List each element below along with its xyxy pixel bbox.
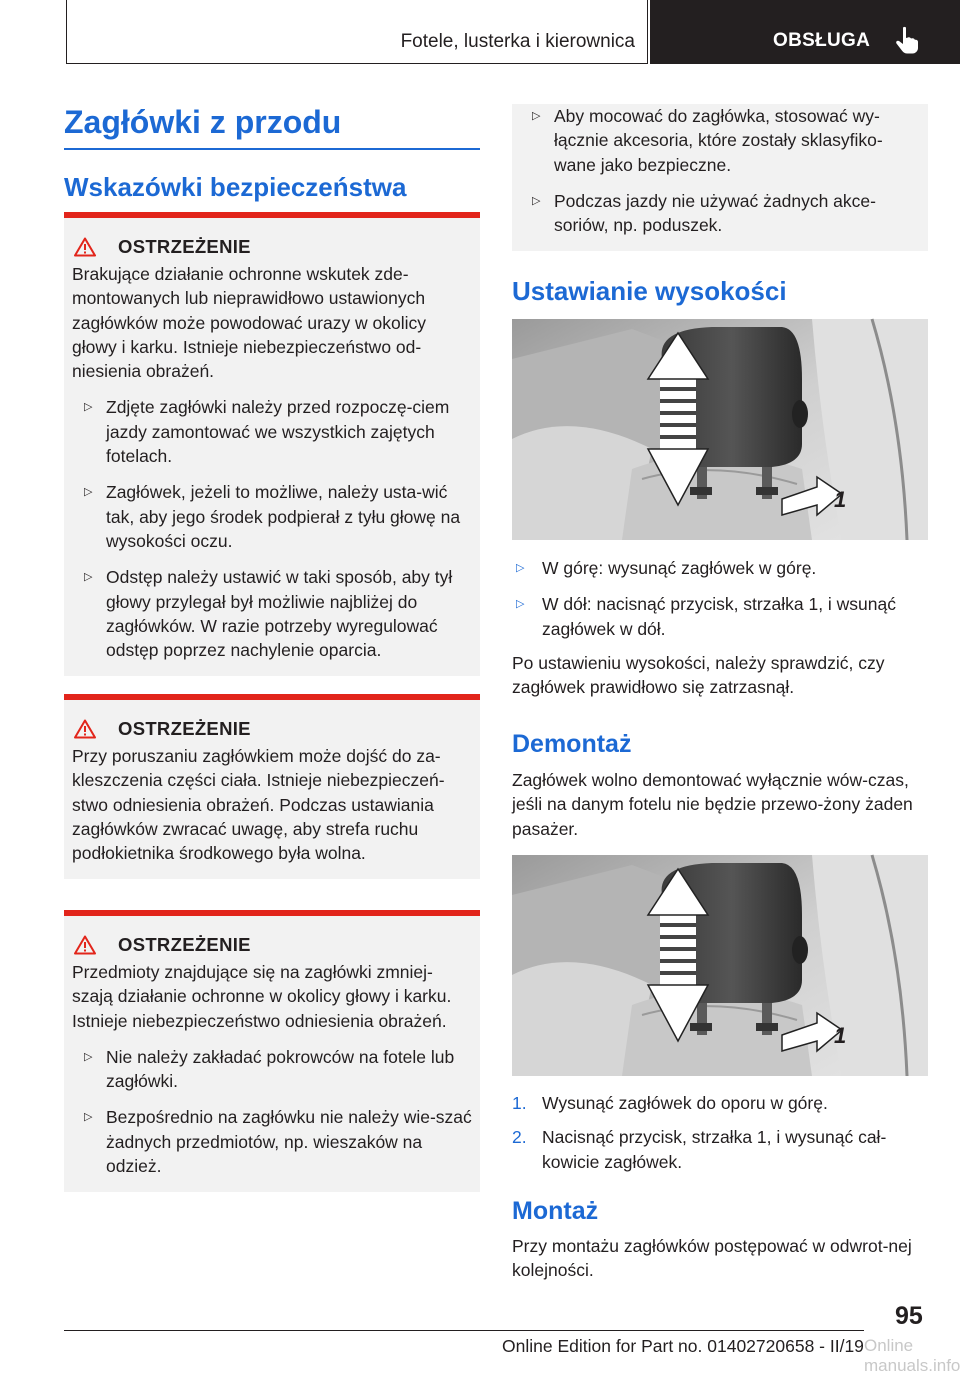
warning-triangle-icon — [74, 719, 96, 739]
warning-title-text: OSTRZEŻENIE — [118, 934, 251, 955]
list-item-text: Bezpośrednio na zagłówku nie należy wie-szać żadnych przedmiotów, np. wieszaków na odzież. — [106, 1107, 472, 1177]
triangle-bullet-icon: ▷ — [516, 598, 525, 611]
warning-text: Przedmioty znajdujące się na zagłówki zmniej-szają działanie ochronne w okolicy głowy i karku. Istnieje niebezpieczeństwo odniesienia obrażeń. — [72, 962, 452, 1031]
triangle-bullet-icon: ▷ — [84, 486, 93, 499]
warning-title-text: OSTRZEŻENIE — [118, 236, 251, 257]
step-number: 1. — [512, 1093, 527, 1113]
warning-continued-panel — [512, 104, 928, 251]
warning-triangle-icon — [74, 935, 96, 955]
list-item — [520, 189, 920, 238]
list-item — [72, 395, 472, 468]
step-number: 2. — [512, 1127, 527, 1148]
triangle-bullet-icon: ▷ — [84, 1050, 93, 1063]
list-item-text: W górę: wysunąć zagłówek w górę. — [542, 558, 817, 578]
list-item-text: Odstęp należy ustawić w taki sposób, aby tył głowy przylegał był możliwie najbliżej do zagłówków. W razie potrzeby wyregulować odstęp poprzez nachylenie oparcia. — [106, 567, 453, 661]
footer-watermark[interactable]: Online manuals.info — [864, 1336, 960, 1375]
triangle-bullet-icon: ▷ — [516, 562, 525, 574]
header-chapter-tab[interactable] — [650, 0, 960, 64]
list-item-text: Zagłówek, jeżeli to możliwe, należy usta-wić tak, aby jego środek podpierał z tyłu głowę na wysokości oczu. — [106, 482, 461, 551]
triangle-bullet-icon: ▷ — [532, 194, 541, 207]
safety-heading: Wskazówki bezpieczeństwa — [64, 172, 407, 202]
warning-title — [72, 718, 472, 740]
headrest-illustration — [512, 319, 928, 540]
removal-heading: Demontaż — [512, 730, 632, 758]
list-item-text: Nie należy zakładać pokrowców na fotele lub zagłówki. — [106, 1046, 455, 1092]
headrest-illustration — [512, 855, 928, 1076]
list-item — [72, 1105, 472, 1178]
height-instructions — [512, 556, 928, 699]
step-text: Nacisnąć przycisk, strzałka 1, i wysunąć cał-kowicie zagłówek. — [542, 1127, 887, 1172]
list-item — [72, 1045, 472, 1094]
warning-text: Brakujące działanie ochronne wskutek zde-montowanych lub nieprawidłowo ustawionych zagłówków może powodować urazy w okolicy głowy i karku. Istnieje niebezpieczeństwo od-niesienia obrażeń. — [72, 264, 427, 382]
list-item — [72, 565, 472, 662]
footer-edition: Online Edition for Part no. 01402720658 - II/19 — [502, 1336, 864, 1356]
list-item-text: Aby mocować do zagłówka, stosować wy-łącznie akcesoria, które zostały sklasyfiko-wane jako bezpieczne. — [554, 106, 883, 175]
list-item — [72, 480, 472, 553]
list-item — [512, 556, 928, 580]
warning-triangle-icon — [74, 237, 96, 257]
installation-heading: Montaż — [512, 1197, 599, 1225]
warning-panel-1 — [64, 212, 480, 676]
list-item-text: W dół: nacisnąć przycisk, strzałka 1, i wsunąć zagłówek w dół. — [542, 594, 897, 639]
list-item-text: Podczas jazdy nie używać żadnych akce-soriów, np. poduszek. — [554, 190, 876, 236]
warning-panel-2 — [64, 694, 480, 879]
headrest-height-figure — [512, 319, 928, 540]
triangle-bullet-icon: ▷ — [532, 110, 541, 122]
header-section-box — [66, 0, 648, 64]
header-section-title: Fotele, lusterka i kierownica — [400, 31, 635, 52]
removal-text: Zagłówek wolno demontować wyłącznie wów-czas, jeśli na danym fotelu nie będzie przewo-żony żaden pasażer. — [512, 770, 913, 839]
height-note: Po ustawieniu wysokości, należy sprawdzić, czy zagłówek prawidłowo się zatrzasnął. — [512, 652, 885, 698]
warning-text: Przy poruszaniu zagłówkiem może dojść do za-kleszczenia części ciała. Istnieje niebezpieczeń-stwo odniesienia obrażeń. Podczas ustawiania zagłówków zwracać uwagę, aby strefa ruchu podłokietnika środkowego była wolna. — [72, 746, 445, 864]
step-text: Wysunąć zagłówek do oporu w górę. — [542, 1093, 828, 1113]
hand-pointer-icon — [894, 26, 920, 54]
warning-panel-3 — [64, 910, 480, 1192]
page-title: Zagłówki z przodu — [64, 104, 342, 140]
list-item-text: Zdjęte zagłówki należy przed rozpoczę-ciem jazdy zamontować we wszystkich zajętych fotelach. — [106, 397, 450, 467]
triangle-bullet-icon: ▷ — [84, 401, 93, 414]
list-item — [512, 592, 928, 641]
warning-title — [72, 236, 472, 258]
warning-title — [72, 934, 472, 956]
triangle-bullet-icon: ▷ — [84, 571, 93, 584]
list-item — [512, 1125, 928, 1174]
warning-title-text: OSTRZEŻENIE — [118, 718, 251, 739]
installation-text: Przy montażu zagłówków postępować w odwrot-nej kolejności. — [512, 1236, 912, 1281]
footer-rule — [64, 1330, 864, 1331]
figure-callout-label: 1 — [834, 1023, 847, 1048]
page-number: 95 — [895, 1302, 923, 1330]
height-heading: Ustawianie wysokości — [512, 276, 787, 306]
list-item — [520, 104, 920, 177]
headrest-removal-figure — [512, 855, 928, 1076]
chapter-tab-label: OBSŁUGA — [773, 30, 871, 51]
figure-callout-label: 1 — [834, 487, 847, 512]
title-rule — [64, 148, 480, 150]
list-item — [512, 1091, 928, 1115]
triangle-bullet-icon: ▷ — [84, 1111, 93, 1124]
removal-steps — [512, 1091, 928, 1174]
